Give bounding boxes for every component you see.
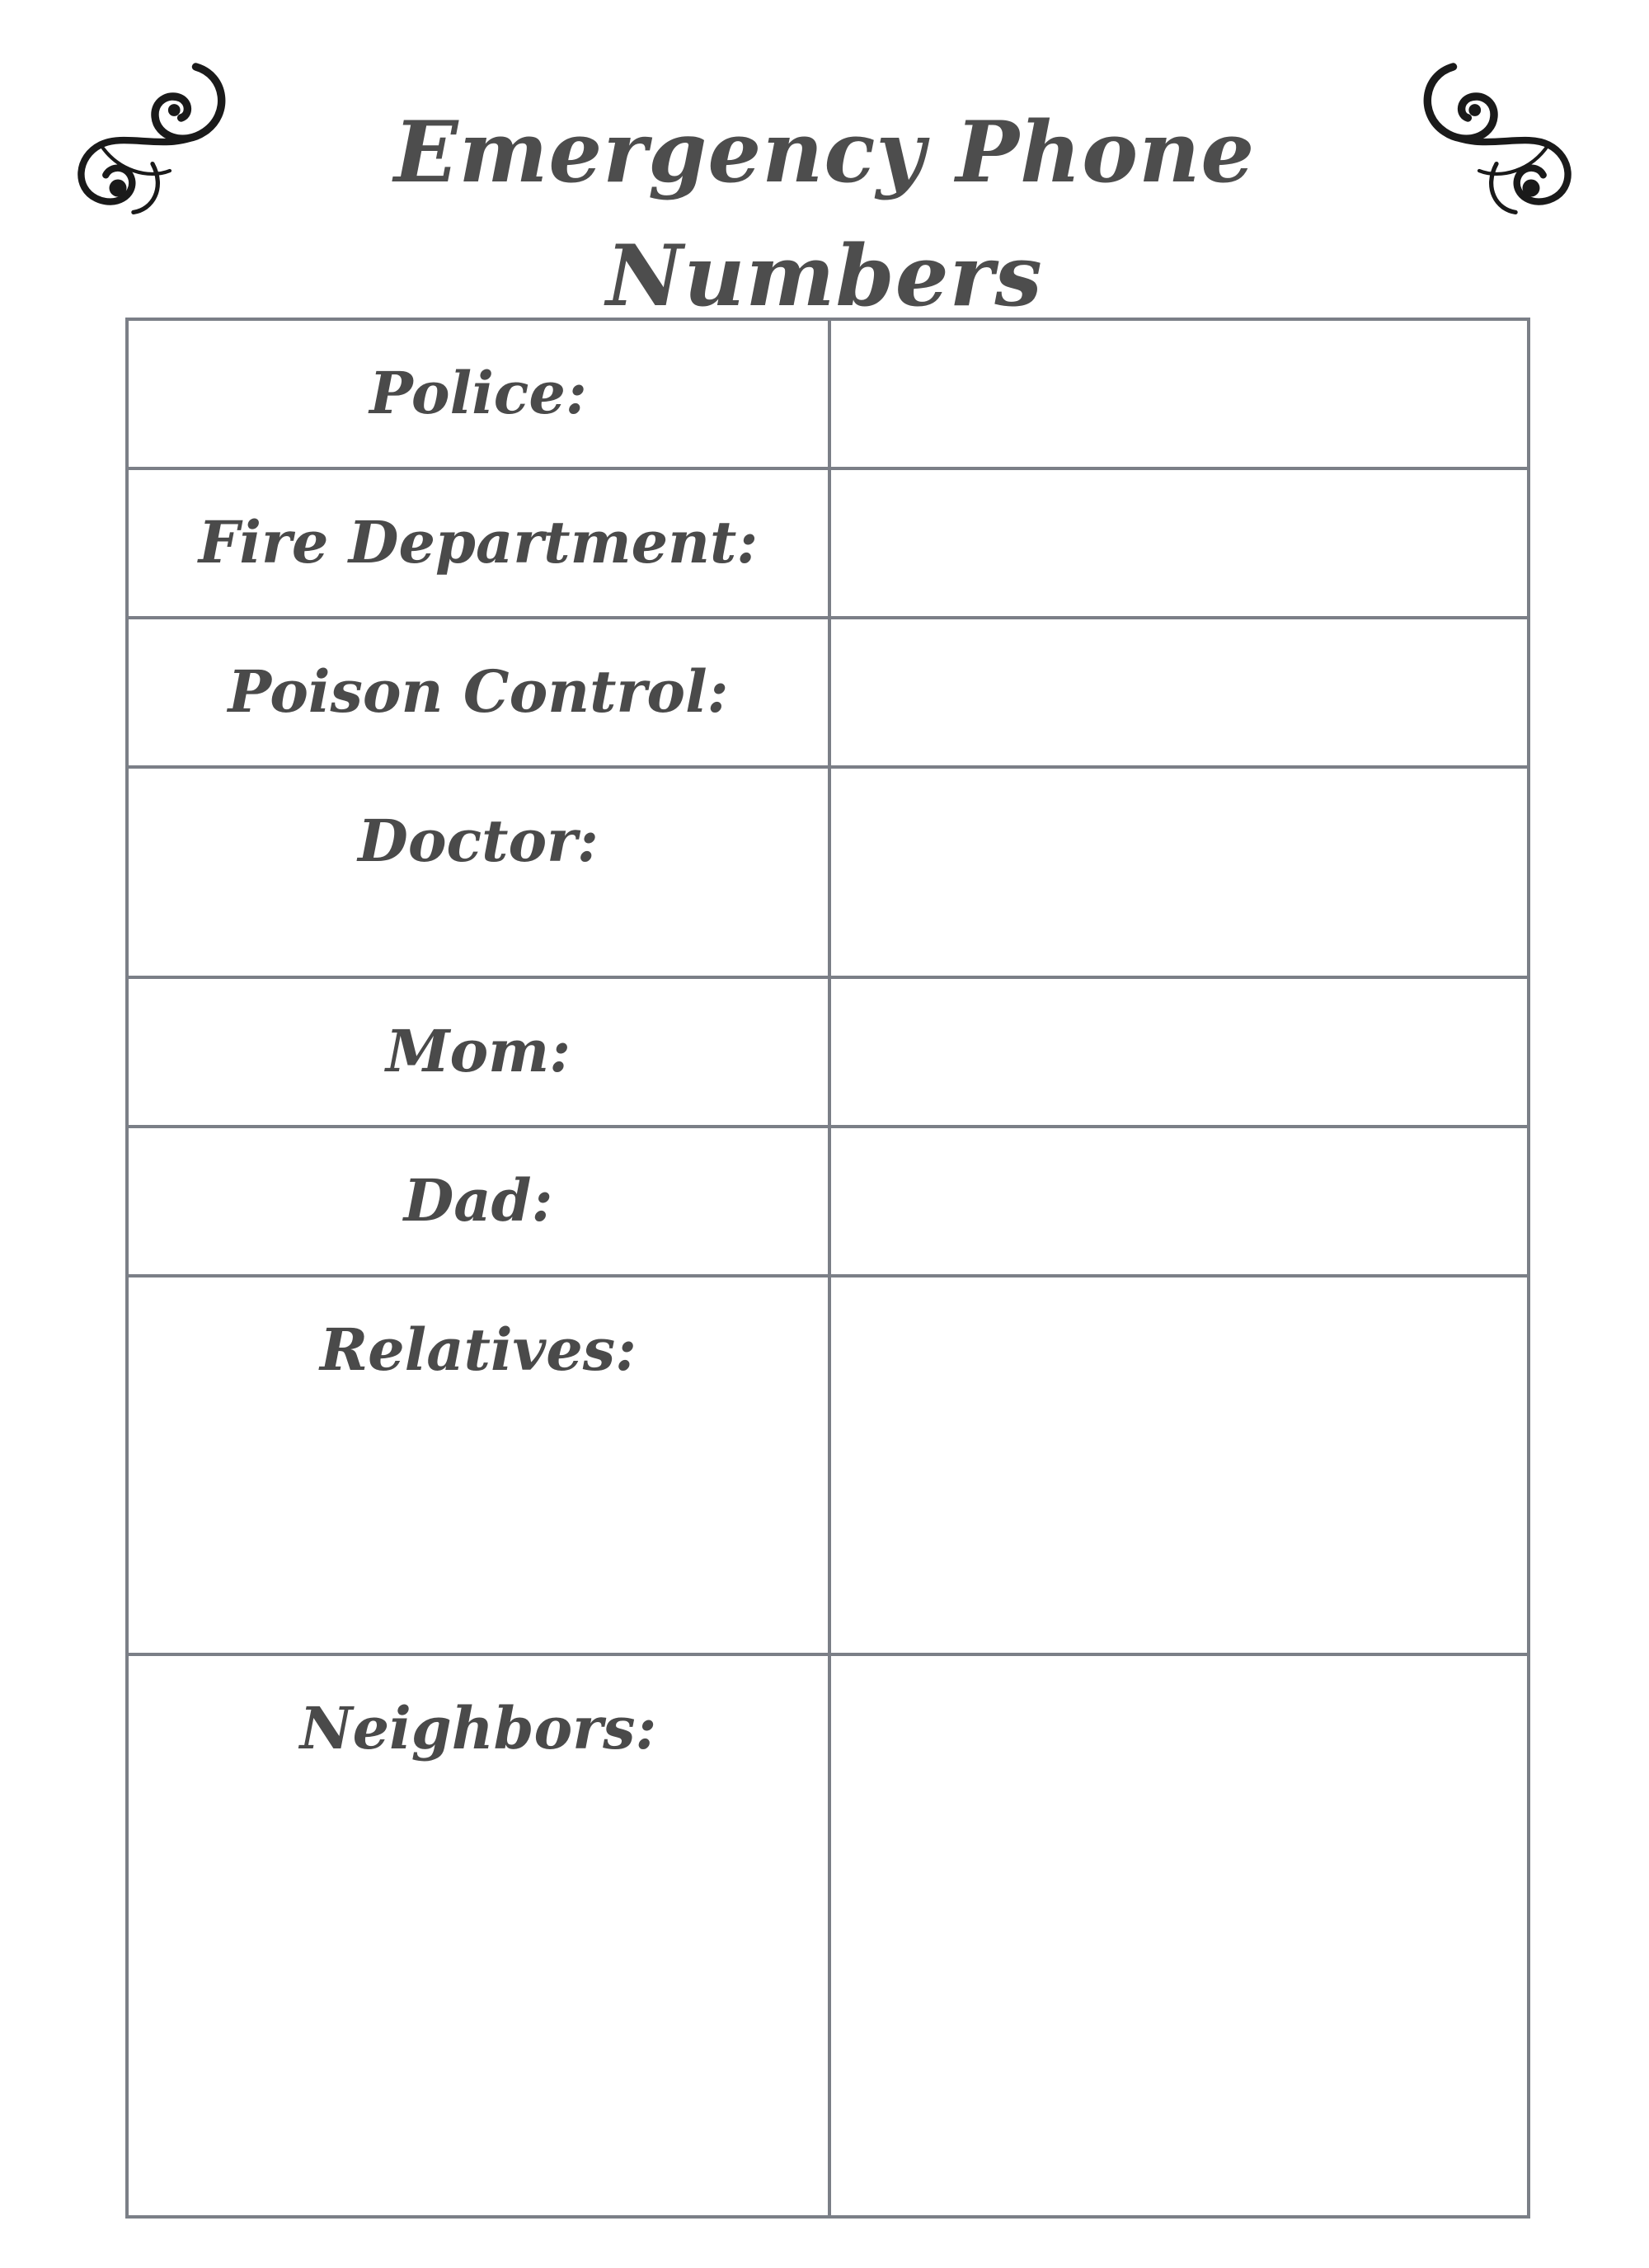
table-row-mom (127, 977, 1529, 1127)
label-cell (127, 1127, 829, 1276)
value-cell (829, 319, 1529, 468)
mom-number-input[interactable] (831, 979, 1527, 1125)
dad-number-input[interactable] (831, 1128, 1527, 1274)
value-cell (829, 1276, 1529, 1654)
row-label-neighbors: Neighbors: (299, 1694, 657, 1762)
row-label-dad: Dad: (403, 1166, 553, 1235)
value-cell (829, 468, 1529, 618)
fire-department-number-input[interactable] (831, 470, 1527, 616)
page-title: Emergency Phone Numbers (393, 103, 1256, 326)
table-row-police (127, 319, 1529, 468)
row-label-poison-control: Poison Control: (228, 657, 729, 726)
row-label-relatives: Relatives: (319, 1315, 637, 1384)
label-cell (127, 319, 829, 468)
relatives-numbers-input[interactable] (831, 1278, 1527, 1653)
label-cell (127, 468, 829, 618)
label-cell (127, 1654, 829, 2217)
row-label-fire-department: Fire Department: (198, 508, 759, 576)
table-row-dad (127, 1127, 1529, 1276)
emergency-phone-table (125, 318, 1530, 2219)
value-cell (829, 767, 1529, 977)
table-row-neighbors (127, 1654, 1529, 2217)
poison-control-number-input[interactable] (831, 619, 1527, 765)
swirl-ornament-icon (1410, 49, 1583, 223)
row-label-doctor: Doctor: (358, 807, 599, 875)
row-label-mom: Mom: (385, 1017, 571, 1085)
value-cell (829, 1654, 1529, 2217)
value-cell (829, 1127, 1529, 1276)
label-cell (127, 977, 829, 1127)
label-cell (127, 1276, 829, 1654)
table-row-doctor (127, 767, 1529, 977)
value-cell (829, 977, 1529, 1127)
police-number-input[interactable] (831, 321, 1527, 467)
neighbors-numbers-input[interactable] (831, 1656, 1527, 2215)
table-row-relatives (127, 1276, 1529, 1654)
doctor-number-input[interactable] (831, 769, 1527, 976)
table-row-poison-control (127, 618, 1529, 767)
table-row-fire-department (127, 468, 1529, 618)
page-header (0, 0, 1649, 326)
swirl-ornament-icon (66, 49, 239, 223)
row-label-police: Police: (369, 359, 587, 427)
value-cell (829, 618, 1529, 767)
label-cell (127, 618, 829, 767)
label-cell (127, 767, 829, 977)
phone-table-container (125, 318, 1530, 2219)
